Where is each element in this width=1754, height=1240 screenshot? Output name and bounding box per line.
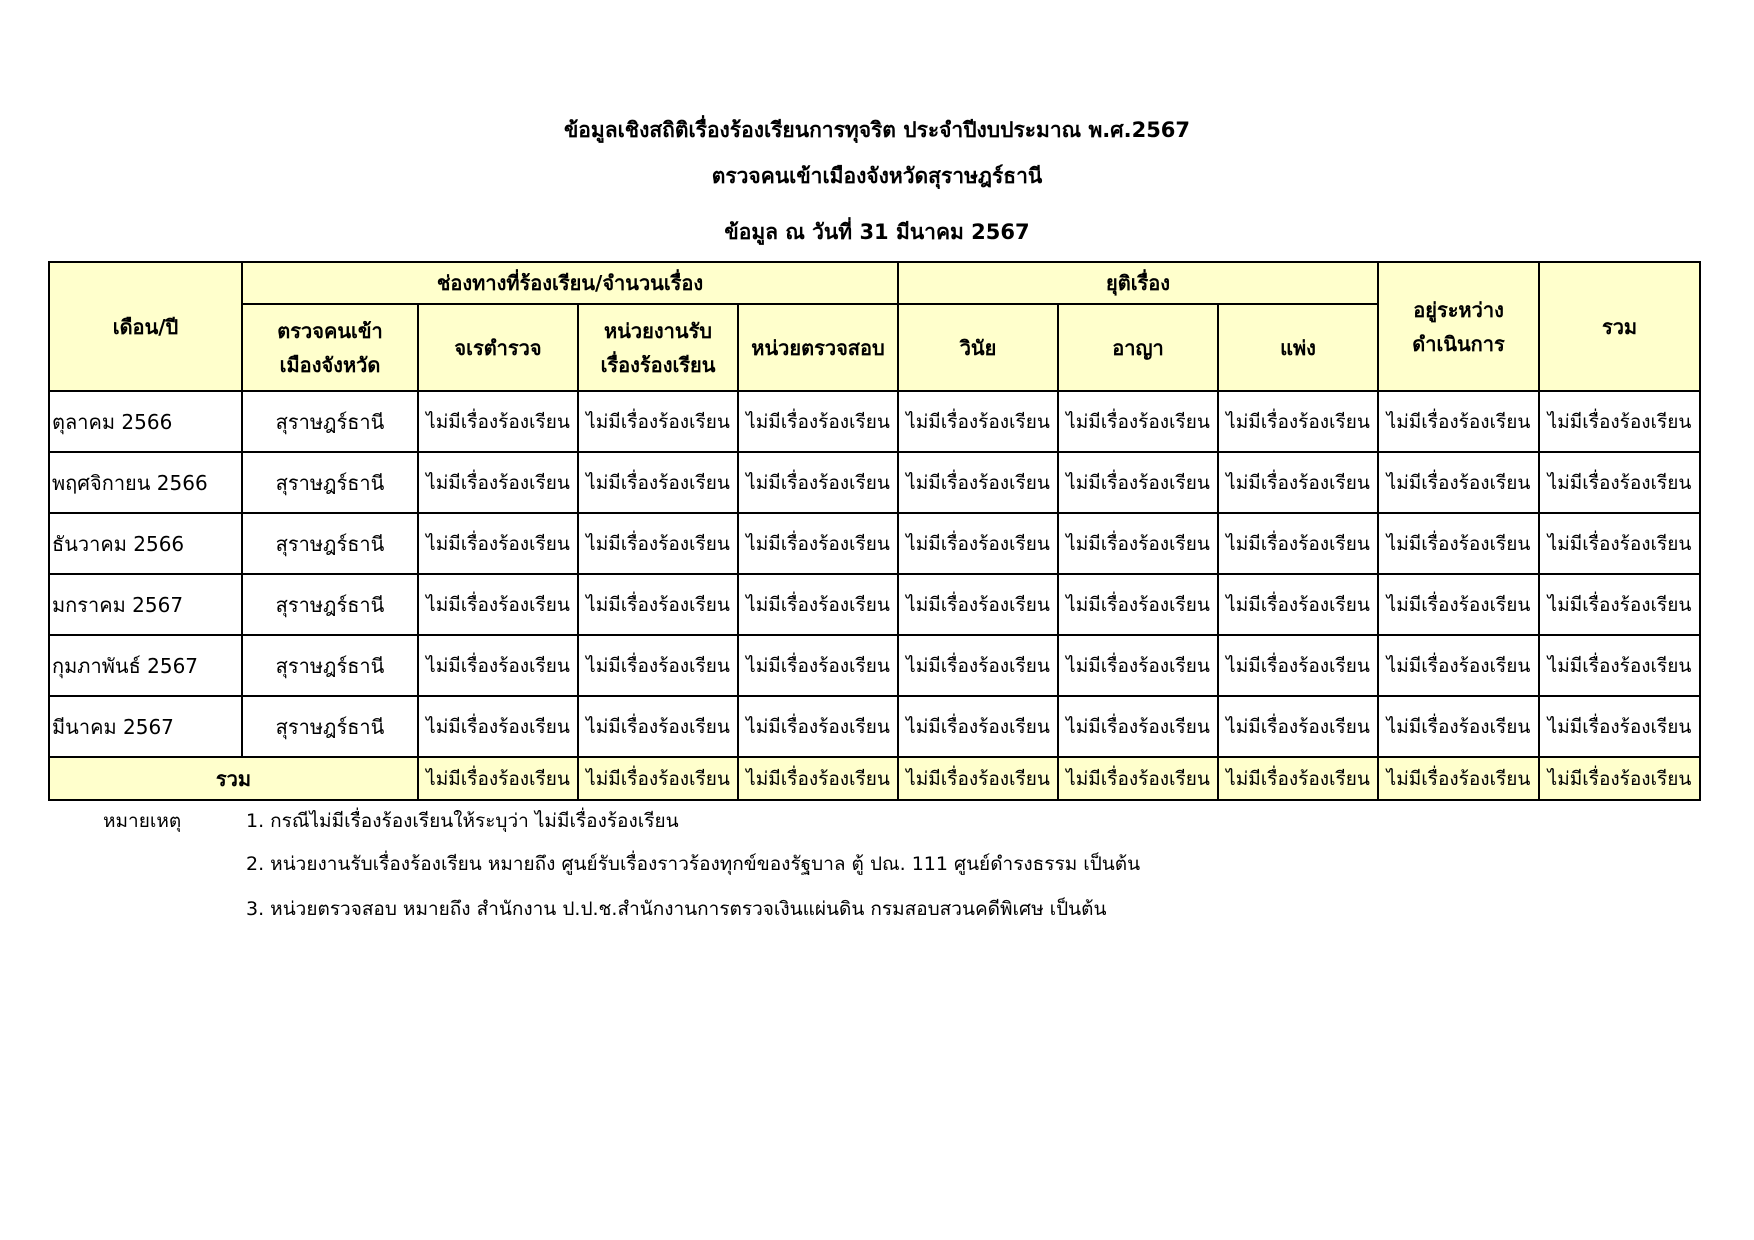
status-cell: ไม่มีเรื่องร้องเรียน [1058, 696, 1218, 757]
note-item: 1. กรณีไม่มีเรื่องร้องเรียนให้ระบุว่า ไม่มีเรื่องร้องเรียน [246, 810, 679, 832]
table-row [49, 635, 1700, 696]
total-row [49, 757, 1700, 800]
status-cell: ไม่มีเรื่องร้องเรียน [898, 696, 1058, 757]
note-item: 3. หน่วยตรวจสอบ หมายถึง สำนักงาน ป.ป.ช.สำนักงานการตรวจเงินแผ่นดิน กรมสอบสวนคดีพิเศษ เป็นต้น [246, 898, 1107, 920]
total-cell: ไม่มีเรื่องร้องเรียน [898, 757, 1058, 800]
total-cell: ไม่มีเรื่องร้องเรียน [1218, 757, 1378, 800]
header-total: รวม [1539, 262, 1700, 391]
status-cell: ไม่มีเรื่องร้องเรียน [738, 574, 898, 635]
header-civil: แพ่ง [1218, 304, 1378, 391]
month-cell: มีนาคม 2567 [49, 696, 242, 757]
status-cell: ไม่มีเรื่องร้องเรียน [418, 574, 578, 635]
status-cell: ไม่มีเรื่องร้องเรียน [898, 452, 1058, 513]
status-cell: ไม่มีเรื่องร้องเรียน [578, 452, 738, 513]
status-cell: ไม่มีเรื่องร้องเรียน [738, 635, 898, 696]
note-item: 2. หน่วยงานรับเรื่องร้องเรียน หมายถึง ศูนย์รับเรื่องราวร้องทุกข์ของรัฐบาล ตู้ ปณ. 111 ศูนย์ดำรงธรรม เป็นต้น [246, 853, 1141, 875]
header-month-year: เดือน/ปี [49, 262, 242, 391]
total-cell: ไม่มีเรื่องร้องเรียน [418, 757, 578, 800]
status-cell: ไม่มีเรื่องร้องเรียน [578, 574, 738, 635]
status-cell: ไม่มีเรื่องร้องเรียน [578, 635, 738, 696]
document-title: ข้อมูลเชิงสถิติเรื่องร้องเรียนการทุจริต ประจำปีงบประมาณ พ.ศ.2567 [563, 118, 1191, 142]
month-cell: ธันวาคม 2566 [49, 513, 242, 574]
status-cell: ไม่มีเรื่องร้องเรียน [418, 391, 578, 452]
header-in-progress-line2: ดำเนินการ [1412, 331, 1505, 356]
total-cell: ไม่มีเรื่องร้องเรียน [1058, 757, 1218, 800]
status-cell: ไม่มีเรื่องร้องเรียน [418, 452, 578, 513]
status-cell: ไม่มีเรื่องร้องเรียน [738, 452, 898, 513]
status-cell: ไม่มีเรื่องร้องเรียน [1378, 574, 1539, 635]
table-row [49, 574, 1700, 635]
province-cell: สุราษฎร์ธานี [242, 452, 418, 513]
status-cell: ไม่มีเรื่องร้องเรียน [1539, 635, 1700, 696]
status-cell: ไม่มีเรื่องร้องเรียน [1058, 513, 1218, 574]
status-cell: ไม่มีเรื่องร้องเรียน [1378, 513, 1539, 574]
header-in-progress-line1: อยู่ระหว่าง [1413, 297, 1504, 322]
status-cell: ไม่มีเรื่องร้องเรียน [578, 696, 738, 757]
month-cell: ตุลาคม 2566 [49, 391, 242, 452]
status-cell: ไม่มีเรื่องร้องเรียน [1378, 391, 1539, 452]
status-cell: ไม่มีเรื่องร้องเรียน [1378, 696, 1539, 757]
total-cell: ไม่มีเรื่องร้องเรียน [1378, 757, 1539, 800]
status-cell: ไม่มีเรื่องร้องเรียน [418, 513, 578, 574]
status-cell: ไม่มีเรื่องร้องเรียน [898, 635, 1058, 696]
status-cell: ไม่มีเรื่องร้องเรียน [738, 696, 898, 757]
header-police: จเรตำรวจ [418, 304, 578, 391]
table-row [49, 452, 1700, 513]
month-cell: กุมภาพันธ์ 2567 [49, 635, 242, 696]
total-cell: ไม่มีเรื่องร้องเรียน [738, 757, 898, 800]
status-cell: ไม่มีเรื่องร้องเรียน [738, 513, 898, 574]
status-cell: ไม่มีเรื่องร้องเรียน [1218, 574, 1378, 635]
notes-label: หมายเหตุ [103, 810, 182, 832]
status-cell: ไม่มีเรื่องร้องเรียน [1058, 452, 1218, 513]
status-cell: ไม่มีเรื่องร้องเรียน [1218, 696, 1378, 757]
table-body [49, 391, 1700, 757]
province-cell: สุราษฎร์ธานี [242, 513, 418, 574]
header-channels-group: ช่องทางที่ร้องเรียน/จำนวนเรื่อง [242, 262, 898, 304]
header-resolved-group: ยุติเรื่อง [898, 262, 1378, 304]
status-cell: ไม่มีเรื่องร้องเรียน [1218, 635, 1378, 696]
status-cell: ไม่มีเรื่องร้องเรียน [1378, 635, 1539, 696]
status-cell: ไม่มีเรื่องร้องเรียน [418, 696, 578, 757]
complaint-statistics-table [48, 261, 1701, 801]
table-row [49, 696, 1700, 757]
header-row-1 [49, 262, 1700, 304]
header-immigration-line2: เมืองจังหวัด [279, 352, 381, 377]
status-cell: ไม่มีเรื่องร้องเรียน [1539, 696, 1700, 757]
status-cell: ไม่มีเรื่องร้องเรียน [1218, 452, 1378, 513]
status-cell: ไม่มีเรื่องร้องเรียน [578, 391, 738, 452]
total-cell: ไม่มีเรื่องร้องเรียน [578, 757, 738, 800]
status-cell: ไม่มีเรื่องร้องเรียน [1539, 574, 1700, 635]
status-cell: ไม่มีเรื่องร้องเรียน [898, 391, 1058, 452]
status-cell: ไม่มีเรื่องร้องเรียน [738, 391, 898, 452]
total-cell: ไม่มีเรื่องร้องเรียน [1539, 757, 1700, 800]
status-cell: ไม่มีเรื่องร้องเรียน [418, 635, 578, 696]
status-cell: ไม่มีเรื่องร้องเรียน [1378, 452, 1539, 513]
status-cell: ไม่มีเรื่องร้องเรียน [1058, 574, 1218, 635]
status-cell: ไม่มีเรื่องร้องเรียน [1539, 452, 1700, 513]
status-cell: ไม่มีเรื่องร้องเรียน [578, 513, 738, 574]
header-receiving-unit-line1: หน่วยงานรับ [604, 318, 712, 343]
header-audit-unit: หน่วยตรวจสอบ [738, 304, 898, 391]
status-cell: ไม่มีเรื่องร้องเรียน [898, 574, 1058, 635]
status-cell: ไม่มีเรื่องร้องเรียน [1058, 391, 1218, 452]
header-receiving-unit-line2: เรื่องร้องเรียน [600, 352, 716, 377]
table-row [49, 391, 1700, 452]
province-cell: สุราษฎร์ธานี [242, 635, 418, 696]
header-receiving-unit [578, 304, 738, 391]
status-cell: ไม่มีเรื่องร้องเรียน [1058, 635, 1218, 696]
province-cell: สุราษฎร์ธานี [242, 391, 418, 452]
header-criminal: อาญา [1058, 304, 1218, 391]
status-cell: ไม่มีเรื่องร้องเรียน [1218, 391, 1378, 452]
status-cell: ไม่มีเรื่องร้องเรียน [898, 513, 1058, 574]
header-immigration-line1: ตรวจคนเข้า [277, 318, 383, 343]
header-in-progress [1378, 262, 1539, 391]
status-cell: ไม่มีเรื่องร้องเรียน [1539, 513, 1700, 574]
table-row [49, 513, 1700, 574]
status-cell: ไม่มีเรื่องร้องเรียน [1539, 391, 1700, 452]
month-cell: มกราคม 2567 [49, 574, 242, 635]
province-cell: สุราษฎร์ธานี [242, 696, 418, 757]
total-row-label: รวม [49, 757, 418, 800]
data-date: ข้อมูล ณ วันที่ 31 มีนาคม 2567 [724, 220, 1030, 244]
office-name: ตรวจคนเข้าเมืองจังหวัดสุราษฎร์ธานี [711, 164, 1043, 188]
header-discipline: วินัย [898, 304, 1058, 391]
header-immigration [242, 304, 418, 391]
month-cell: พฤศจิกายน 2566 [49, 452, 242, 513]
province-cell: สุราษฎร์ธานี [242, 574, 418, 635]
status-cell: ไม่มีเรื่องร้องเรียน [1218, 513, 1378, 574]
